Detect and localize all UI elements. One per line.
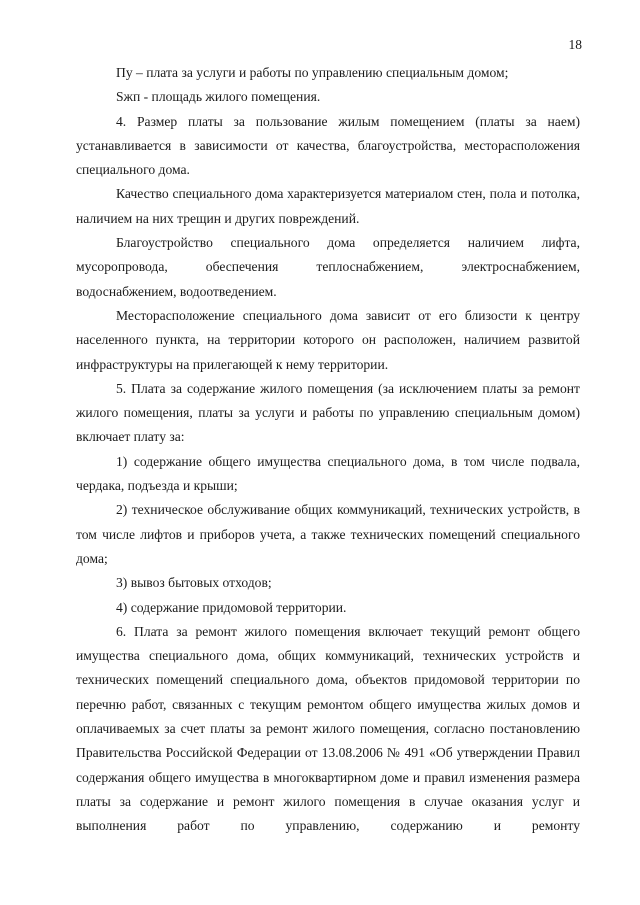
page-number: 18 (568, 37, 582, 52)
list-item-4: 4) содержание придомовой территории. (116, 599, 347, 615)
list-item-1: 1) содержание общего имущества специального дома, в том числе подвала, чердака, подъезда и крыши; (76, 453, 580, 494)
paragraph-formula-term-szhp: Sжп - площадь жилого помещения. (116, 89, 321, 105)
paragraph-location: Месторасположение специального дома зависит от его близости к центру населенного пункта, на территории которого он расположен, наличием развитой инфраструктуры на прилегающей к нему территории. (76, 307, 580, 372)
paragraph-formula-term-pu: Пу – плата за услуги и работы по управлению специальным домом; (116, 65, 509, 80)
paragraph-quality: Качество специального дома характеризуется материалом стен, пола и потолка, наличием на них трещин и других повреждений. (76, 186, 580, 226)
paragraph-item-4-rent: 4. Размер платы за пользование жилым помещением (платы за наем) устанавливается в зависимости от качества, благоустройства, месторасположения специального дома. (76, 113, 580, 178)
paragraph-amenities: Благоустройство специального дома определяется наличием лифта, мусоропровода, обеспечения теплоснабжением, электроснабжением, водоснабжением, водоотведением. (76, 235, 580, 299)
list-item-2: 2) техническое обслуживание общих коммуникаций, технических устройств, в том числе лифтов и приборов учета, а также технических помещений специального дома; (76, 502, 580, 566)
paragraph-item-5-maintenance: 5. Плата за содержание жилого помещения (за исключением платы за ремонт жилого помещения, платы за услуги и работы по управлению специальным домом) включает плату за: (76, 380, 580, 445)
document-body (76, 61, 580, 839)
paragraph-item-6-repair: 6. Плата за ремонт жилого помещения включает текущий ремонт общего имущества специального дома, общих коммуникаций, технических устройств и технических помещений специального дома, объектов придомовой территории по перечню работ, связанных с текущим ремонтом общего имущества жилых домов и оплачиваемых за счет платы за ремонт жилого помещения, согласно постановлению Правительства Российской Федерации от 13.08.2006 № 491 «Об утверждении Правил содержания общего имущества в многоквартирном доме и правил изменения размера платы за содержание и ремонт жилого помещения в случае оказания услуг и выполнения работ по управлению, содержанию и ремонту (76, 623, 580, 834)
list-item-3: 3) вывоз бытовых отходов; (116, 575, 272, 591)
